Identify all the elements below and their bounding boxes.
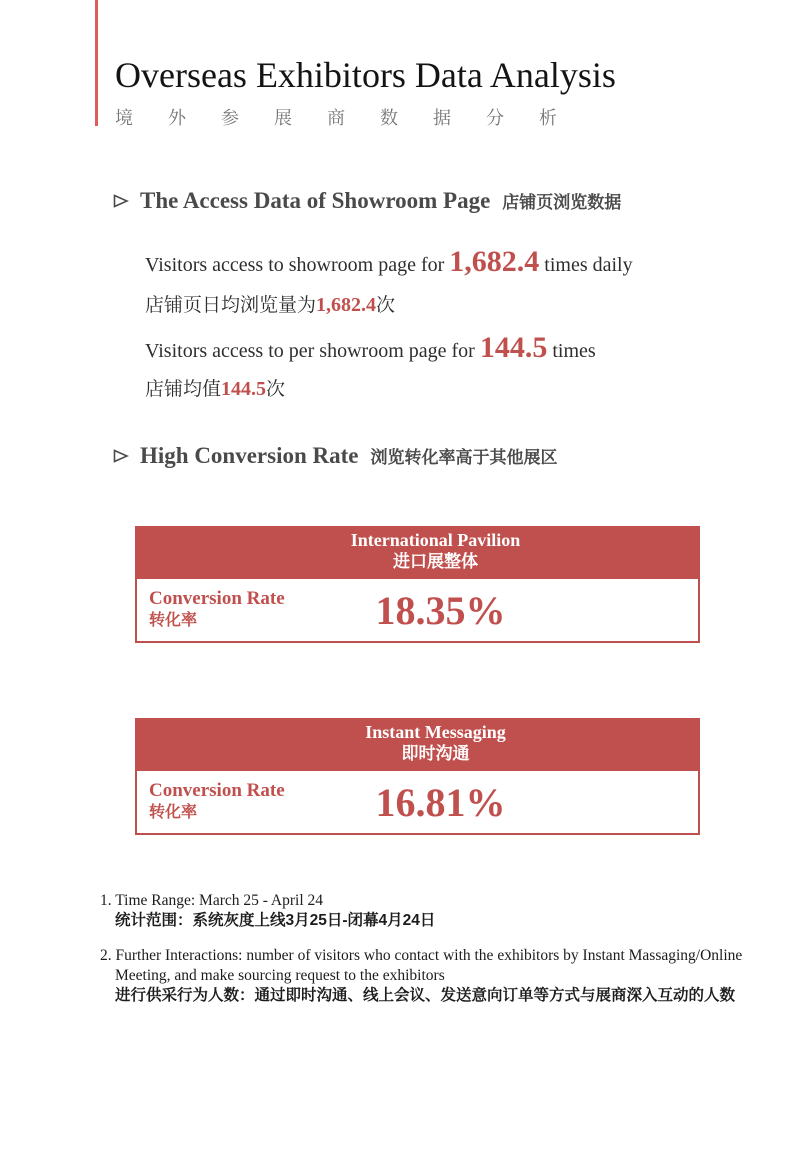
stat-per-page-access-en	[145, 331, 596, 365]
footnote-zh: 统计范围：系统灰度上线3月25日-闭幕4月24日	[115, 912, 436, 929]
row-label	[149, 587, 285, 631]
footnote-further-interactions	[100, 946, 762, 1006]
footnote-time-range	[100, 891, 762, 931]
arrowhead-bullet-icon	[113, 194, 129, 208]
stat-text-pre: Visitors access to showroom page for	[145, 254, 450, 276]
stat-text-pre: Visitors access to per showroom page for	[145, 340, 480, 362]
section-heading-zh: 浏览转化率高于其他展区	[370, 448, 558, 467]
row-label-zh: 转化率	[149, 611, 198, 629]
table-header-en: Instant Messaging	[365, 722, 506, 742]
section-heading-en: The Access Data of Showroom Page	[140, 188, 491, 213]
table-row	[135, 769, 700, 835]
stat-daily-access-zh	[145, 290, 395, 317]
left-accent-line	[95, 0, 98, 126]
section-heading-en: High Conversion Rate	[140, 443, 359, 468]
stat-text-post: times	[547, 340, 596, 362]
footnote-en: 2. Further Interactions: number of visitors who contact with the exhibitors by Instant Massaging/Online Meeting, and make sourcing request to the exhibitors	[100, 947, 743, 984]
section-heading-zh: 店铺页浏览数据	[502, 193, 622, 212]
conversion-rate-value: 18.35%	[375, 587, 506, 633]
stat-text-post: 次	[266, 379, 286, 400]
row-label-en: Conversion Rate	[149, 780, 285, 801]
section-heading-access-data	[113, 188, 621, 214]
conversion-rate-value: 16.81%	[375, 779, 506, 825]
page-subtitle: 境 外 参 展 商 数 据 分 析	[115, 108, 573, 129]
stat-text-pre: 店铺页日均浏览量为	[145, 295, 317, 316]
row-label	[149, 779, 285, 823]
stat-daily-access-en	[145, 245, 633, 279]
section-heading-conversion-rate	[113, 443, 558, 469]
stat-text-pre: 店铺均值	[145, 379, 222, 400]
conversion-table-instant-messaging	[135, 718, 700, 835]
conversion-table-international-pavilion	[135, 526, 700, 643]
table-header	[135, 526, 700, 577]
stat-per-page-access-zh	[145, 374, 285, 401]
stat-text-post: times daily	[539, 254, 633, 276]
table-header-en: International Pavilion	[350, 530, 521, 550]
arrowhead-bullet-icon	[113, 449, 129, 463]
table-row	[135, 577, 700, 643]
stat-value-daily-access-zh: 1,682.4	[316, 294, 377, 316]
row-label-zh: 转化率	[149, 803, 198, 821]
row-label-en: Conversion Rate	[149, 588, 285, 609]
document-header	[115, 55, 616, 130]
stat-text-post: 次	[376, 295, 396, 316]
footnote-en: 1. Time Range: March 25 - April 24	[100, 892, 324, 909]
stat-value-per-page: 144.5	[479, 331, 548, 364]
table-header-zh: 即时沟通	[401, 744, 470, 763]
footnote-zh: 进行供采行为人数：通过即时沟通、线上会议、发送意向订单等方式与展商深入互动的人数	[115, 987, 736, 1004]
stat-value-daily-access: 1,682.4	[449, 245, 540, 278]
page-title: Overseas Exhibitors Data Analysis	[115, 55, 616, 95]
stat-value-per-page-zh: 144.5	[221, 378, 267, 400]
table-header	[135, 718, 700, 769]
table-header-zh: 进口展整体	[393, 552, 478, 571]
